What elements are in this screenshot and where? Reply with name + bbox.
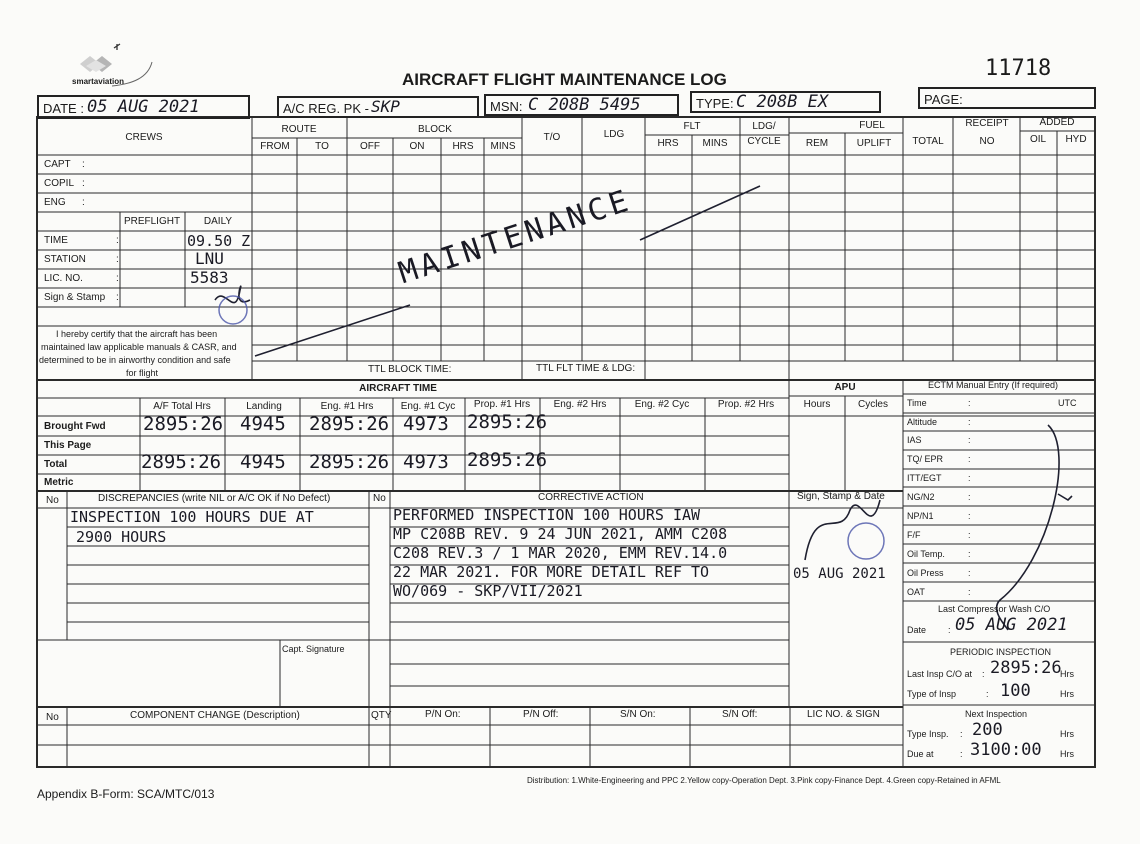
apu-cycles-header: Cycles [857,399,889,410]
daily-header: DAILY [203,216,233,227]
last-insp-colon: : [982,669,985,679]
capt-signature-label: Capt. Signature [282,644,345,654]
distribution-note: Distribution: 1.White-Engineering and PPC 2.Yellow copy-Operation Dept. 3.Pink copy-Finance Dept. 4.Green copy-Retained in AFML [527,776,1001,785]
row-brought-fwd: Brought Fwd [44,421,106,432]
certify-line-3: determined to be in airworthy condition and safe [39,355,231,365]
ectm-colon-5: : [968,492,971,502]
page-label: PAGE: [924,92,963,107]
total-af-total: 2895:26 [141,451,222,473]
due-at-hrs: Hrs [1060,749,1074,759]
corrective-no-header: No [373,493,386,504]
ectm-ias: IAS [907,435,922,445]
receipt-no-header: NO [979,136,995,147]
due-at-label: Due at [907,749,934,759]
lic-sign-header: LIC NO. & SIGN [807,709,880,720]
total-prop1-hrs: 2895:26 [467,449,548,471]
bf-prop1-hrs: 2895:26 [467,411,548,433]
ectm-oat: OAT [907,587,925,597]
row-metric: Metric [44,477,74,488]
mins-header: MINS [490,141,516,152]
aircraft-time-title: AIRCRAFT TIME [359,383,437,394]
time-label: TIME [44,235,68,246]
ectm-colon-9: : [968,568,971,578]
ttl-flt-time-label: TTL FLT TIME & LDG: [536,363,636,374]
type-field[interactable] [690,91,881,113]
sign-stamp-date-header: Sign, Stamp & Date [797,491,885,502]
row-total: Total [44,459,68,470]
certify-line-1: I hereby certify that the aircraft has been [56,329,218,339]
ectm-oil-temp: Oil Temp. [907,549,945,559]
daily-station-value: LNU [195,249,224,268]
next-inspection: Next Inspection [965,709,1028,719]
discrepancy-header: DISCREPANCIES (write NIL or A/C OK if No Defect) [98,493,331,504]
qty-header: QTY [371,710,392,721]
msn-value: C 208B 5495 [528,95,641,115]
ectm-colon-8: : [968,549,971,559]
preflight-header: PREFLIGHT [123,216,181,227]
sn-off-header: S/N Off: [722,709,758,720]
appendix-label: Appendix B-Form: SCA/MTC/013 [37,787,215,801]
ectm-np-n1: NP/N1 [907,511,934,521]
takeoff-header: T/O [543,132,561,143]
next-type-label: Type Insp. [907,729,949,739]
date-value: 05 AUG 2021 [87,97,200,117]
corrective-action-4: 22 MAR 2021. FOR MORE DETAIL REF TO [393,563,710,581]
bf-landing: 4945 [240,413,286,435]
type-insp-hrs: Hrs [1060,689,1074,699]
certify-line-2: maintained law applicable manuals & CASR, and [41,342,237,352]
total-eng1-cyc: 4973 [403,451,449,473]
receipt-header: RECEIPT [965,118,1009,129]
from-header: FROM [260,141,290,152]
on-header: ON [409,141,425,152]
time-colon: : [116,235,119,246]
apu-header: APU [834,382,856,393]
added-header: ADDED [1039,117,1075,128]
ectm-ff: F/F [907,530,921,540]
ectm-colon-2: : [968,435,971,445]
serial-number: 11718 [985,56,1052,81]
type-label: TYPE: [696,96,734,111]
sn-on-header: S/N On: [620,709,656,720]
sign-colon: : [116,292,119,303]
wash-date-label: Date [907,625,927,635]
col-eng2-hrs: Eng. #2 Hrs [553,399,607,410]
last-insp-hrs: Hrs [1060,669,1074,679]
type-insp-colon: : [986,689,989,699]
total-header: TOTAL [912,136,944,147]
sign-date-value: 05 AUG 2021 [793,566,886,582]
component-change-header: COMPONENT CHANGE (Description) [130,710,300,721]
pn-on-header: P/N On: [425,709,461,720]
total-eng1-hrs: 2895:26 [309,451,390,473]
next-type-colon: : [960,729,963,739]
ectm-utc: UTC [1058,398,1077,408]
ectm-colon-1: : [968,417,971,427]
uplift-header: UPLIFT [856,138,892,149]
total-landing: 4945 [240,451,286,473]
discrepancy-text-2: 2900 HOURS [76,528,167,546]
discrepancy-no-header: No [46,495,59,506]
ectm-colon-4: : [968,473,971,483]
station-label: STATION [44,254,86,265]
col-prop2-hrs: Prop. #2 Hrs [717,399,775,410]
ectm-colon-6: : [968,511,971,521]
logo-text: smartaviation [72,77,125,86]
due-at-colon: : [960,749,963,759]
ectm-tq-epr: TQ/ EPR [907,454,944,464]
rem-header: REM [805,138,829,149]
col-landing: Landing [246,401,282,412]
ectm-colon-3: : [968,454,971,464]
lic-no-label: LIC. NO. [44,273,83,284]
corrective-action-3: C208 REV.3 / 1 MAR 2020, EMM REV.14.0 [393,544,728,562]
route-header: ROUTE [281,124,317,135]
ldg-header: LDG [603,129,625,140]
bf-eng1-hrs: 2895:26 [309,413,390,435]
registration-value: SKP [371,97,400,116]
col-eng2-cyc: Eng. #2 Cyc [634,399,690,410]
date-label: DATE : [43,101,84,116]
last-compressor-wash: Last Compressor Wash C/O [938,604,1051,614]
row-this-page: This Page [44,440,92,451]
flt-header: FLT [683,121,701,132]
msn-label: MSN: [490,99,523,114]
hyd-header: HYD [1065,134,1087,145]
ectm-oil-press: Oil Press [907,568,944,578]
msn-field[interactable] [484,94,679,116]
pn-off-header: P/N Off: [523,709,559,720]
station-colon: : [116,254,119,265]
corrective-action-2: MP C208B REV. 9 24 JUN 2021, AMM C208 [393,525,728,543]
copil-colon: : [82,178,85,189]
registration-label: A/C REG. PK - [283,101,369,116]
next-type-value: 200 [972,720,1003,740]
ldg-cycle-header-1: LDG/ [752,121,776,132]
last-insp-label: Last Insp C/O at [907,669,973,679]
company-logo [72,42,162,92]
ectm-itt-egt: ITT/EGT [907,473,942,483]
maintenance-handwriting: MAINTENANCE [394,182,637,292]
type-insp-label: Type of Insp [907,689,957,699]
wash-date-colon: : [948,625,951,635]
off-header: OFF [360,141,380,152]
type-insp-value: 100 [1000,681,1031,701]
col-af-total: A/F Total Hrs [153,401,211,412]
page-field[interactable] [918,87,1096,109]
ectm-altitude: Altitude [907,417,938,427]
col-eng1-hrs: Eng. #1 Hrs [320,401,374,412]
fuel-header: FUEL [859,120,885,131]
flt-mins-header: MINS [702,138,728,149]
corrective-action-5: WO/069 - SKP/VII/2021 [393,582,583,600]
next-type-hrs: Hrs [1060,729,1074,739]
due-at-value: 3100:00 [970,740,1042,760]
capt-label: CAPT [44,159,71,170]
col-eng1-cyc: Eng. #1 Cyc [400,401,456,412]
daily-lic-value: 5583 [190,268,229,287]
ectm-title: ECTM Manual Entry (If required) [928,380,1059,390]
eng-colon: : [82,197,85,208]
ttl-block-time-label: TTL BLOCK TIME: [368,364,452,375]
flt-hrs-header: HRS [657,138,679,149]
discrepancy-text-1: INSPECTION 100 HOURS DUE AT [70,508,314,526]
bf-af-total: 2895:26 [143,413,224,435]
ectm-time: Time [907,398,927,408]
ectm-ng-n2: NG/N2 [907,492,935,502]
corrective-action-header: CORRECTIVE ACTION [538,492,644,503]
certify-line-4: for flight [126,368,159,378]
wash-date-value: 05 AUG 2021 [955,615,1068,635]
col-prop1-hrs: Prop. #1 Hrs [473,399,531,410]
date-field[interactable] [37,95,250,119]
copil-label: COPIL [44,178,75,189]
form-title: AIRCRAFT FLIGHT MAINTENANCE LOG [402,70,727,89]
ectm-colon-7: : [968,530,971,540]
apu-hours-header: Hours [803,399,831,410]
daily-time-value: 09.50 Z [187,232,251,250]
block-header: BLOCK [418,124,452,135]
oil-header: OIL [1029,134,1047,145]
capt-colon: : [82,159,85,170]
last-insp-value: 2895:26 [990,658,1062,678]
ectm-colon-10: : [968,587,971,597]
lic-colon: : [116,273,119,284]
eng-label: ENG [44,197,66,208]
component-no-header: No [46,712,59,723]
crews-header: CREWS [125,132,163,143]
periodic-inspection: PERIODIC INSPECTION [950,647,1052,657]
type-value: C 208B EX [736,92,829,112]
bf-eng1-cyc: 4973 [403,413,449,435]
to-header: TO [315,141,329,152]
registration-field[interactable] [277,96,479,118]
hrs-header: HRS [452,141,474,152]
corrective-action-1: PERFORMED INSPECTION 100 HOURS IAW [393,506,701,524]
ectm-colon-0: : [968,398,971,408]
sign-stamp-label: Sign & Stamp [44,292,106,303]
ldg-cycle-header-2: CYCLE [747,136,781,147]
